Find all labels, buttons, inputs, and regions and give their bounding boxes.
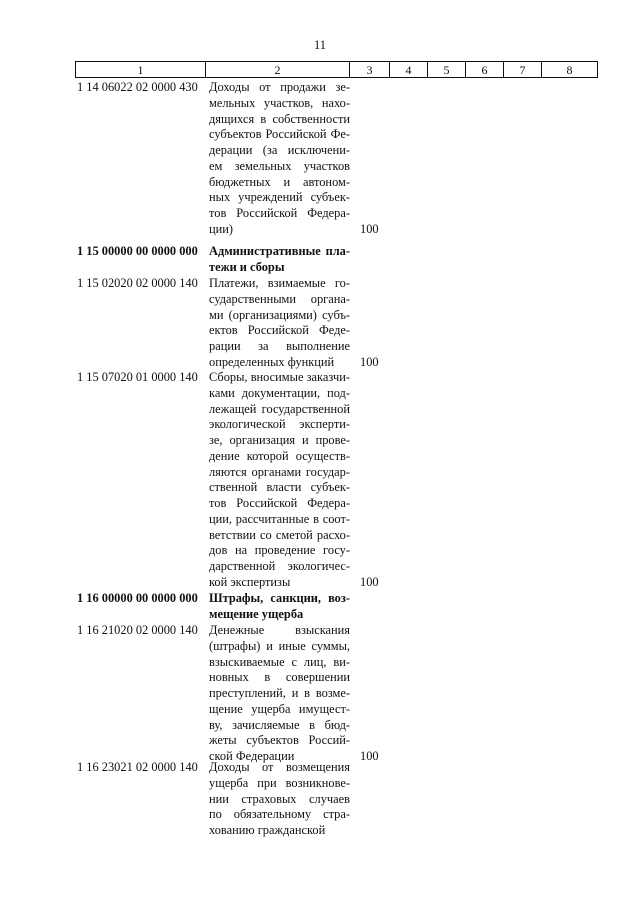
- description-line: субъектов Российской Фе-: [209, 127, 350, 142]
- normative-percent-value: 100: [360, 574, 379, 589]
- column-header-1: 1: [76, 62, 206, 78]
- description-line: Сборы, вносимые заказчи-: [209, 370, 350, 384]
- description-line: дерации (за исключени-: [209, 143, 350, 157]
- description-line: мещение ущерба: [209, 606, 304, 621]
- description-line: нии страховых случаев: [209, 791, 350, 806]
- description-line: ветствии со сметой расхо-: [209, 527, 350, 542]
- description-line: хованию гражданской: [209, 823, 326, 837]
- description-line: бюджетных и автоном-: [209, 174, 350, 189]
- budget-code: 1 15 02020 02 0000 140: [77, 276, 198, 290]
- description-line: взыскиваемые с лиц, ви-: [209, 654, 350, 669]
- description-line: ектов Российской Феде-: [209, 323, 350, 338]
- income-description: [209, 623, 350, 765]
- description-line: (штрафы) и иные суммы,: [209, 638, 350, 653]
- description-line: ущерба при возникнове-: [209, 775, 350, 790]
- budget-code: 1 16 00000 00 0000 000: [77, 591, 198, 605]
- description-line: Доходы от продажи зе-: [209, 80, 350, 94]
- description-line: зе, организация и прове-: [209, 433, 350, 447]
- income-description: [209, 80, 350, 238]
- description-line: лежащей государственной: [209, 401, 350, 416]
- description-line: дарственной экологичес-: [209, 559, 350, 573]
- description-line: ской Федерации: [209, 749, 295, 763]
- description-line: кой экспертизы: [209, 574, 291, 589]
- description-line: тов Российской Федера-: [209, 206, 350, 220]
- description-line: тежи и сборы: [209, 259, 285, 274]
- column-header-5: 5: [428, 62, 466, 78]
- description-line: новных в совершении: [209, 670, 350, 685]
- description-line: тов Российской Федера-: [209, 496, 350, 510]
- page-number: 11: [313, 38, 327, 52]
- description-line: Денежные взыскания: [209, 623, 350, 637]
- income-description: [209, 370, 350, 591]
- income-description: [209, 591, 350, 623]
- description-line: ками документации, под-: [209, 385, 350, 400]
- description-line: ных учреждений субъек-: [209, 190, 350, 205]
- income-description: [209, 760, 350, 839]
- description-line: экологической эксперти-: [209, 417, 350, 432]
- description-line: определенных функций: [209, 354, 335, 369]
- description-line: сударственными органа-: [209, 291, 350, 306]
- description-line: Платежи, взимаемые го-: [209, 276, 350, 290]
- description-line: мельных участков, нахо-: [209, 95, 350, 110]
- column-header-7: 7: [504, 62, 542, 78]
- column-header-6: 6: [466, 62, 504, 78]
- budget-code: 1 15 07020 01 0000 140: [77, 370, 198, 384]
- description-line: жеты субъектов Россий-: [209, 733, 350, 748]
- budget-code: 1 16 21020 02 0000 140: [77, 623, 198, 637]
- description-line: по обязательному стра-: [209, 807, 350, 822]
- column-number-header: [75, 61, 598, 78]
- description-line: ляются органами государ-: [209, 464, 350, 479]
- description-line: щение ущерба имущест-: [209, 701, 350, 716]
- normative-percent-value: 100: [360, 354, 379, 369]
- income-description: [209, 244, 350, 276]
- description-line: дение которой осуществ-: [209, 448, 350, 463]
- description-line: ции): [209, 221, 234, 236]
- budget-code: 1 14 06022 02 0000 430: [77, 80, 198, 94]
- description-line: преступлений, и в возме-: [209, 686, 350, 700]
- budget-code: 1 15 00000 00 0000 000: [77, 244, 198, 258]
- normative-percent-value: 100: [360, 221, 379, 236]
- column-header-2: 2: [206, 62, 350, 78]
- description-line: Доходы от возмещения: [209, 760, 350, 774]
- description-line: ми (организациями) субъ-: [209, 307, 350, 322]
- description-line: ции, рассчитанные в соот-: [209, 511, 350, 526]
- description-line: ем земельных участков: [209, 158, 350, 173]
- normative-percent-value: 100: [360, 749, 379, 763]
- column-header-3: 3: [350, 62, 390, 78]
- description-line: дов на проведение госу-: [209, 543, 350, 558]
- column-header-4: 4: [390, 62, 428, 78]
- column-header-8: 8: [542, 62, 598, 78]
- description-line: Административные пла-: [209, 244, 350, 258]
- income-description: [209, 276, 350, 371]
- description-line: дящихся в собственности: [209, 111, 350, 126]
- description-line: рации за выполнение: [209, 339, 350, 353]
- description-line: Штрафы, санкции, воз-: [209, 591, 350, 605]
- description-line: ву, зачисляемые в бюд-: [209, 717, 350, 732]
- budget-code: 1 16 23021 02 0000 140: [77, 760, 198, 774]
- description-line: ственной власти субъек-: [209, 480, 350, 495]
